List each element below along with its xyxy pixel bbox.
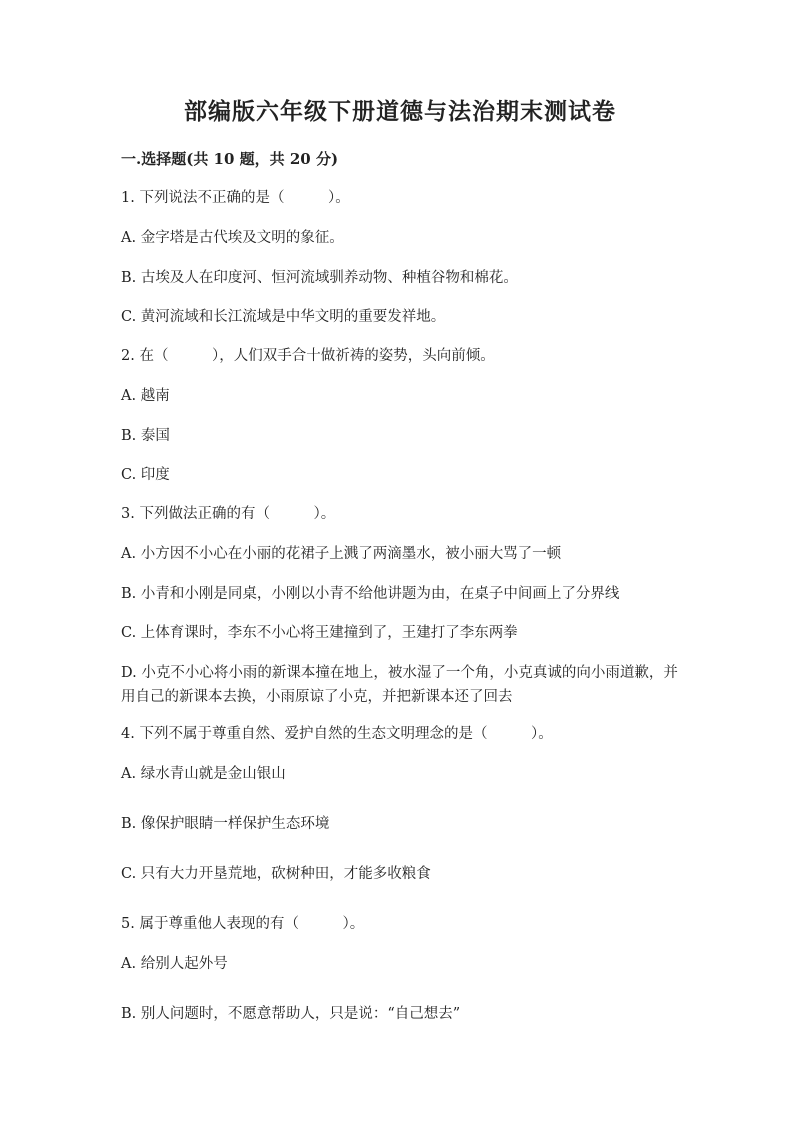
question-5-option-b: B. 别人问题时，不愿意帮助人，只是说：“自己想去” (121, 1006, 461, 1022)
page-title: 部编版六年级下册道德与法治期末测试卷 (184, 98, 616, 125)
question-4-option-c: C. 只有大力开垦荒地，砍树种田，才能多收粮食 (121, 866, 431, 882)
question-2-option-c: C. 印度 (121, 467, 170, 483)
question-3-option-c: C. 上体育课时，李东不小心将王建撞到了，王建打了李东两拳 (121, 625, 518, 641)
question-1-option-b: B. 古埃及人在印度河、恒河流域驯养动物、种植谷物和棉花。 (121, 270, 518, 286)
question-3-option-d: D. 小克不小心将小雨的新课本撞在地上，被水湿了一个角，小克真诚的向小雨道歉，并用自己的新课本去换，小雨原谅了小克，并把新课本还了回去 (121, 665, 678, 705)
question-3-stem: 3. 下列做法正确的有（ ）。 (121, 506, 336, 522)
question-4-option-a: A. 绿水青山就是金山银山 (121, 766, 286, 782)
question-2-stem: 2. 在（ ），人们双手合十做祈祷的姿势，头向前倾。 (121, 348, 495, 364)
section-heading: 一.选择题(共 10 题，共 20 分) (121, 150, 339, 168)
question-1-option-a: A. 金字塔是古代埃及文明的象征。 (121, 230, 344, 246)
question-5-stem: 5. 属于尊重他人表现的有（ ）。 (121, 916, 365, 932)
question-2-option-a: A. 越南 (121, 388, 170, 404)
question-3-option-b: B. 小青和小刚是同桌，小刚以小青不给他讲题为由，在桌子中间画上了分界线 (121, 586, 620, 602)
question-2-option-b: B. 泰国 (121, 428, 170, 444)
question-5-option-a: A. 给别人起外号 (121, 956, 228, 972)
question-3-option-a: A. 小方因不小心在小丽的花裙子上溅了两滴墨水，被小丽大骂了一顿 (121, 546, 562, 562)
question-4-stem: 4. 下列不属于尊重自然、爱护自然的生态文明理念的是（ ）。 (121, 726, 553, 742)
question-4-option-b: B. 像保护眼睛一样保护生态环境 (121, 816, 330, 832)
question-1-option-c: C. 黄河流域和长江流域是中华文明的重要发祥地。 (121, 309, 446, 325)
question-1-stem: 1. 下列说法不正确的是（ ）。 (121, 190, 350, 206)
